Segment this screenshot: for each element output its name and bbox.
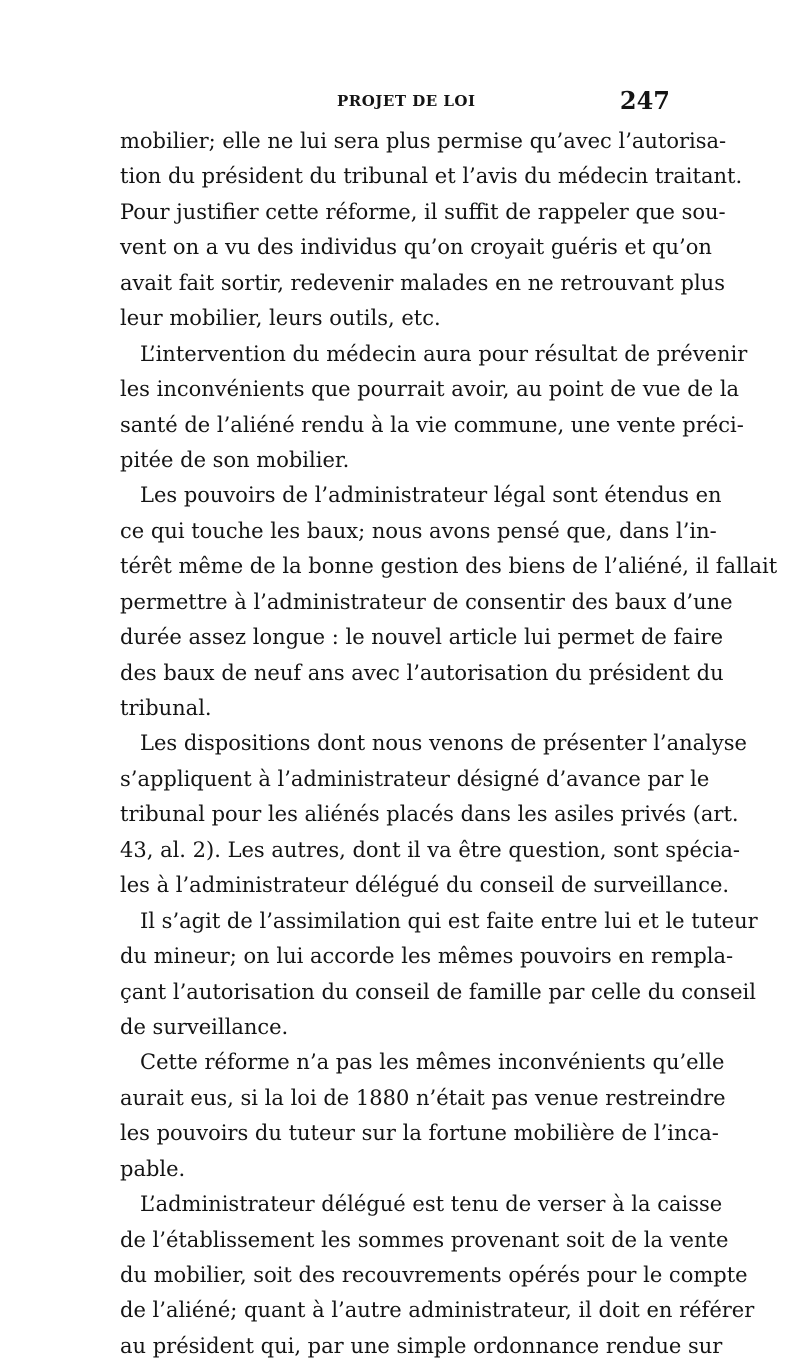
text-line: ce qui touche les baux; nous avons pensé que, dans l’in- — [120, 518, 717, 543]
page-header — [120, 86, 670, 120]
text-line: 43, al. 2). Les autres, dont il va être question, sont spécia- — [120, 837, 741, 862]
text-line: Les dispositions dont nous venons de présenter l’analyse — [140, 731, 747, 756]
text-line: pable. — [120, 1156, 186, 1181]
text-line: Pour justifier cette réforme, il suffit de rappeler que sou- — [120, 199, 726, 224]
text-line: de l’établissement les sommes provenant soit de la vente — [120, 1227, 729, 1252]
text-line: Cette réforme n’a pas les mêmes inconvénients qu’elle — [140, 1050, 725, 1075]
text-line: les pouvoirs du tuteur sur la fortune mobilière de l’inca- — [120, 1121, 719, 1146]
text-line: avait fait sortir, redevenir malades en ne retrouvant plus — [120, 270, 725, 295]
text-line: durée assez longue : le nouvel article lui permet de faire — [120, 625, 723, 650]
text-line: s’appliquent à l’administrateur désigné d’avance par le — [120, 766, 710, 791]
text-line: permettre à l’administrateur de consentir des baux d’une — [120, 589, 733, 614]
text-line: leur mobilier, leurs outils, etc. — [120, 306, 441, 331]
text-line: du mineur; on lui accorde les mêmes pouvoirs en rempla- — [120, 944, 734, 969]
text-line: mobilier; elle ne lui sera plus permise qu’avec l’autorisa- — [120, 129, 727, 153]
text-line: L’intervention du médecin aura pour résultat de prévenir — [140, 341, 748, 366]
page-number: 247 — [619, 86, 670, 115]
text-line: térêt même de la bonne gestion des biens de l’aliéné, il fallait — [120, 554, 778, 579]
text-line: tribunal pour les aliénés placés dans les asiles privés (art. — [120, 802, 739, 827]
text-line: vent on a vu des individus qu’on croyait guéris et qu’on — [120, 235, 712, 260]
text-line: tion du président du tribunal et l’avis du médecin traitant. — [120, 164, 743, 189]
text-line: de l’aliéné; quant à l’autre administrateur, il doit en référer — [120, 1298, 755, 1323]
text-line: tribunal. — [120, 696, 212, 720]
body-text — [120, 124, 778, 1364]
text-line: pitée de son mobilier. — [120, 447, 350, 472]
text-line: les inconvénients que pourrait avoir, au point de vue de la — [120, 377, 740, 402]
text-line: Il s’agit de l’assimilation qui est faite entre lui et le tuteur — [140, 908, 758, 933]
text-line: de surveillance. — [120, 1014, 289, 1039]
text-line: Les pouvoirs de l’administrateur légal sont étendus en — [140, 483, 722, 508]
text-line: au président qui, par une simple ordonnance rendue sur — [120, 1333, 723, 1358]
text-line: des baux de neuf ans avec l’autorisation du président du — [120, 660, 724, 685]
text-line: aurait eus, si la loi de 1880 n’était pas venue restreindre — [120, 1085, 726, 1110]
text-line: les à l’administrateur délégué du conseil de surveillance. — [120, 873, 730, 898]
text-line: santé de l’aliéné rendu à la vie commune, une vente préci- — [120, 412, 744, 437]
running-title: PROJET DE LOI — [337, 92, 476, 110]
text-line: L’administrateur délégué est tenu de verser à la caisse — [140, 1192, 723, 1217]
text-line: du mobilier, soit des recouvrements opérés pour le compte — [120, 1263, 748, 1287]
text-line: çant l’autorisation du conseil de famille par celle du conseil — [120, 979, 756, 1004]
